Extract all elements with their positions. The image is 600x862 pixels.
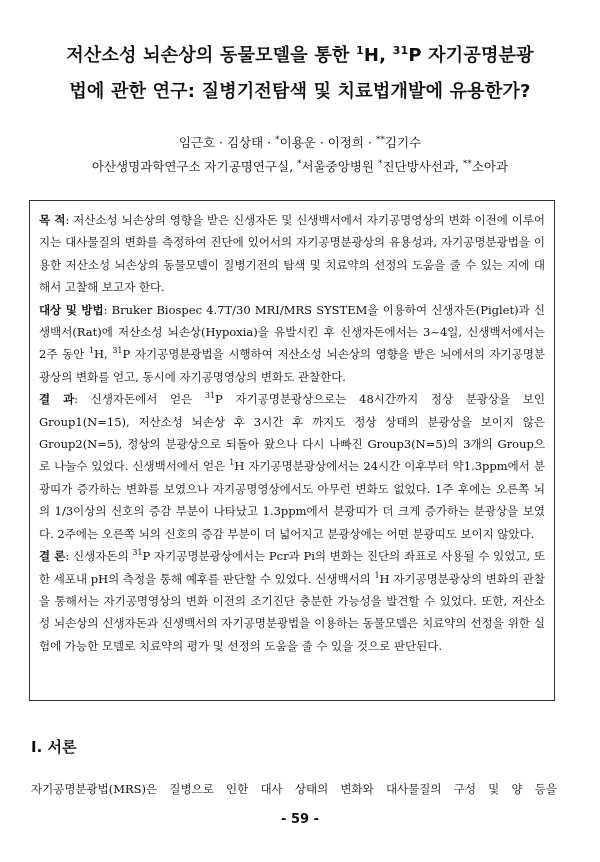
author-affiliations: 아산생명과학연구소 자기공명연구실, *서울중앙병원 *진단방사선과, **소아과: [91, 159, 509, 174]
paper-title: [0, 38, 600, 110]
section-heading: I. 서론: [31, 738, 77, 756]
abstract-conclusion: 결 론: 신생자돈의 $^{31}$P 자기공명분광상에서는 Pcr과 Pi의 변화는 진단의 좌표로 사용될 수 있었고, 또한 세포내 pH의 측정을 통해 예후를 판단할 수 있었다. 신생백서의 $^1$H 자기공명분광상의 변화의 관찰을 통해서는 자기공명영상의 변화 이전의 조기진단 충분한 가능성을 발견할 수 있었다. 또한, 저산소성 뇌손상의 신생자돈과 신생백서의 자기공명분광법을 이용하는 동물모델은 치료약의 선정을 위한 실험에 가능한 모델로 치료약의 평가 및 선정의 도움을 줄 수 있을 것으로 판단된다.: [39, 548, 545, 653]
abstract-purpose: 목 적: 저산소성 뇌손상의 영향을 받은 신생자돈 및 신생백서에서 자기공명영상의 변화 이전에 이루어지는 대사물질의 변화를 측정하여 진단에 있어서의 자기공명분광상의 유용성과, 자기공명분광법을 이용한 저산소성 뇌손상의 동물모델이 질병기전의 탐색 및 치료약의 선정의 도움을 줄 수 있는 지에 대해서 고찰해 보고자 한다.: [39, 213, 545, 295]
title-line-2: 법에 관한 연구: 질병기전탐색 및 치료법개발에 유용한가?: [69, 81, 531, 102]
abstract-methods: 대상 및 방법: Bruker Biospec 4.7T/30 MRI/MRS SYSTEM을 이용하여 신생자돈(Piglet)과 신생백서(Rat)에 저산소성 뇌손상(Hypoxia)을 유발시킨 후 신생자돈에서는 3~4일, 신생백서에서는 2주 동안 $^1$H, $^{31}$P 자기공명분광법을 시행하여 저산소성 뇌손상의 영향을 받은 뇌에서의 자기공명분광상의 변화를 얻고, 동시에 자기공명영상의 변화도 관찰한다.: [39, 302, 545, 384]
methods-label: 대상 및 방법: [39, 302, 104, 317]
purpose-label: 목 적: [39, 213, 66, 227]
author-names: 임근호 · 김상태 · *이용운 · 이정희 · **김기수: [178, 135, 422, 150]
author-block: [0, 131, 600, 179]
title-line-1: 저산소성 뇌손상의 동물모델을 통한 $^1$H, $^{31}$P 자기공명분광: [66, 44, 534, 66]
results-label: 결 과: [39, 392, 75, 407]
conclusion-label: 결 론: [39, 549, 66, 564]
body-paragraph: 자기공명분광법(MRS)은 질병으로 인한 대사 상태의 변화와 대사물질의 구성 및 양 등을: [31, 782, 557, 796]
abstract-box: [29, 200, 555, 701]
page-number: - 59 -: [281, 812, 319, 827]
abstract-results: 결 과: 신생자돈에서 얻은 $^{31}$P 자기공명분광상으로는 48시간까지 정상 분광상을 보인 Group1(N=15), 저산소성 뇌손상 후 3시간 후 까지도 정상 상태의 분광상을 보이지 않은 Group2(N=5), 정상의 분광상으로 되돌아 왔으나 다시 나빠진 Group3(N=5)의 3개의 Group으로 나눌수 있었다. 신생백서에서 얻은 $^1$H 자기공명분광상에서는 24시간 이후부터 약1.3ppm에서 분광띠가 증가하는 변화를 보였으나 자기공명영상에서도 아무런 변화도 없었다. 1주 후에는 오른쪽 뇌의 1/3이상의 신호의 증감 부분이 나타났고 1.3ppm에서 분광띠가 더 크게 증가하는 분광상을 보였다. 2주에는 오른쪽 뇌의 신호의 증감 부분이 더 넓어지고 분광상에는 어떤 분광띠도 보이지 않았다.: [39, 391, 545, 541]
